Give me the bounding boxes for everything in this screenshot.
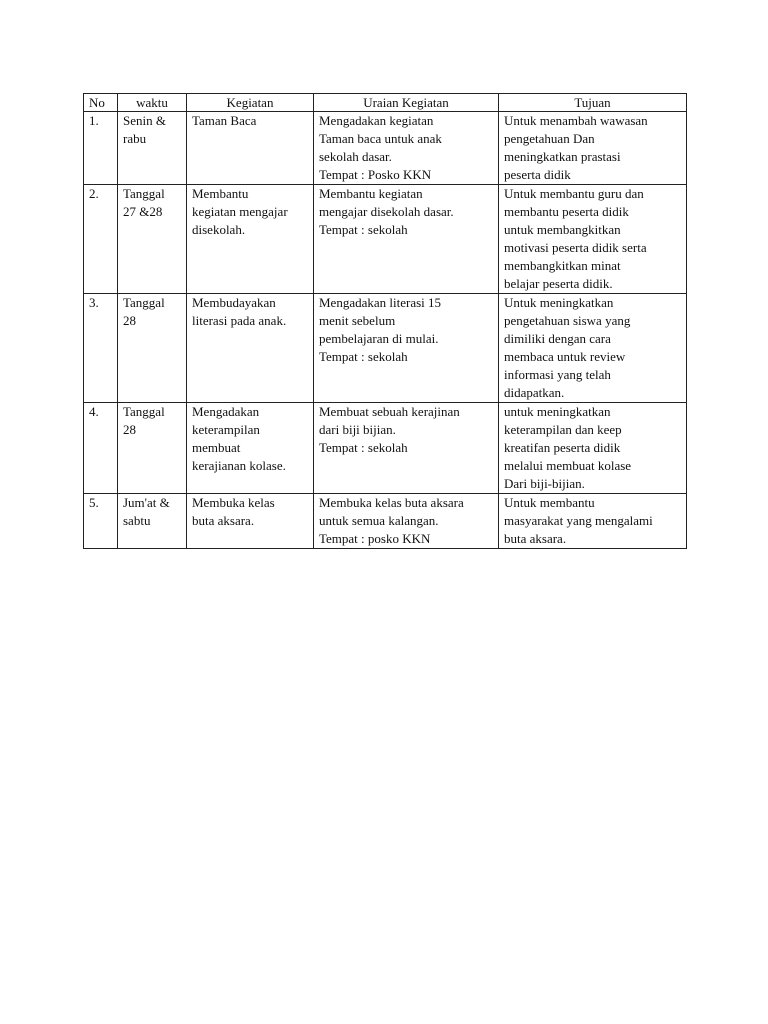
table-header-row — [84, 94, 687, 112]
cell-kegiatan: Membantu kegiatan mengajar disekolah. — [187, 185, 314, 294]
cell-waktu: Tanggal 27 &28 — [118, 185, 187, 294]
table-row — [84, 112, 687, 185]
cell-waktu: Tanggal 28 — [118, 403, 187, 494]
cell-uraian-kegiatan: Mengadakan literasi 15 menit sebelum pembelajaran di mulai. Tempat : sekolah — [314, 294, 499, 403]
cell-tujuan: Untuk membantu masyarakat yang mengalami buta aksara. — [499, 494, 687, 549]
cell-kegiatan: Membudayakan literasi pada anak. — [187, 294, 314, 403]
table-row — [84, 185, 687, 294]
header-kegiatan: Kegiatan — [187, 94, 314, 112]
cell-kegiatan: Taman Baca — [187, 112, 314, 185]
cell-no: 1. — [84, 112, 118, 185]
cell-uraian-kegiatan: Membantu kegiatan mengajar disekolah dasar. Tempat : sekolah — [314, 185, 499, 294]
cell-tujuan: Untuk membantu guru dan membantu peserta didik untuk membangkitkan motivasi peserta didik serta membangkitkan minat belajar peserta didik. — [499, 185, 687, 294]
header-no: No — [84, 94, 118, 112]
cell-uraian-kegiatan: Membuat sebuah kerajinan dari biji bijian. Tempat : sekolah — [314, 403, 499, 494]
cell-tujuan: untuk meningkatkan keterampilan dan keep kreatifan peserta didik melalui membuat kolase Dari biji-bijian. — [499, 403, 687, 494]
table-row — [84, 494, 687, 549]
cell-uraian-kegiatan: Mengadakan kegiatan Taman baca untuk anak sekolah dasar. Tempat : Posko KKN — [314, 112, 499, 185]
table-row — [84, 403, 687, 494]
cell-waktu: Senin & rabu — [118, 112, 187, 185]
cell-uraian-kegiatan: Membuka kelas buta aksara untuk semua kalangan. Tempat : posko KKN — [314, 494, 499, 549]
cell-waktu: Tanggal 28 — [118, 294, 187, 403]
cell-no: 4. — [84, 403, 118, 494]
cell-no: 2. — [84, 185, 118, 294]
cell-tujuan: Untuk meningkatkan pengetahuan siswa yang dimiliki dengan cara membaca untuk review informasi yang telah didapatkan. — [499, 294, 687, 403]
cell-tujuan: Untuk menambah wawasan pengetahuan Dan meningkatkan prastasi peserta didik — [499, 112, 687, 185]
activity-table — [83, 93, 687, 549]
cell-kegiatan: Membuka kelas buta aksara. — [187, 494, 314, 549]
cell-waktu: Jum'at & sabtu — [118, 494, 187, 549]
table-row — [84, 294, 687, 403]
cell-no: 3. — [84, 294, 118, 403]
cell-no: 5. — [84, 494, 118, 549]
header-uraian-kegiatan: Uraian Kegiatan — [314, 94, 499, 112]
cell-kegiatan: Mengadakan keterampilan membuat kerajianan kolase. — [187, 403, 314, 494]
header-waktu: waktu — [118, 94, 187, 112]
header-tujuan: Tujuan — [499, 94, 687, 112]
